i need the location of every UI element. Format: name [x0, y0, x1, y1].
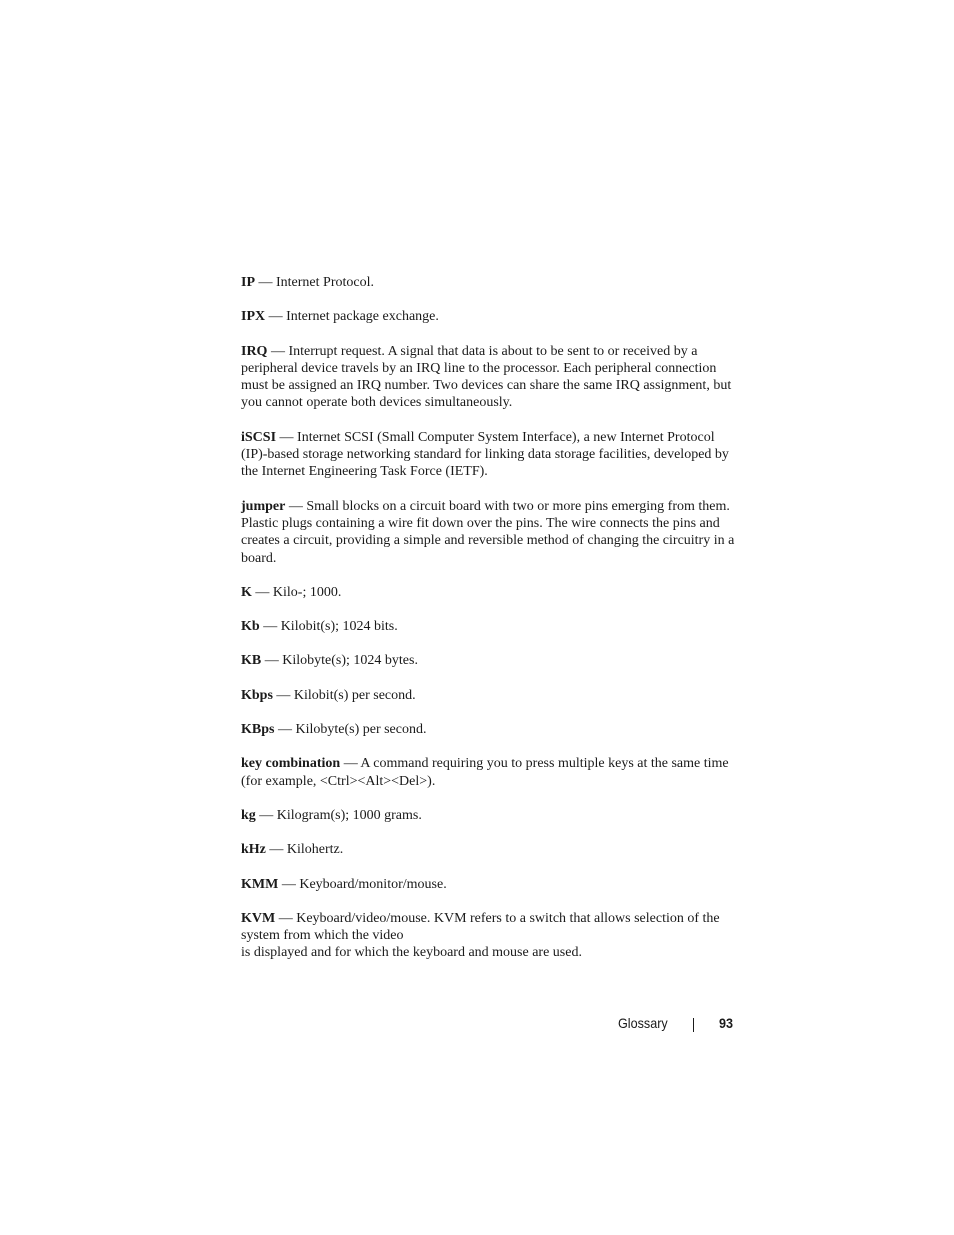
glossary-term: Kbps: [241, 687, 273, 703]
term-separator: —: [255, 807, 277, 823]
glossary-definition: Kilo-; 1000.: [272, 584, 342, 600]
term-separator: —: [261, 653, 283, 669]
term-separator: —: [265, 309, 287, 325]
footer-divider: [693, 1018, 694, 1032]
footer-section-title: Glossary: [618, 1015, 668, 1031]
term-separator: —: [267, 343, 289, 359]
glossary-term: Kb: [241, 619, 260, 635]
glossary-definition: Internet Protocol.: [276, 275, 374, 290]
term-separator: —: [265, 842, 287, 858]
glossary-term: K: [241, 584, 252, 600]
glossary-definition: Kilohertz.: [286, 842, 344, 858]
glossary-definition: Kilobyte(s); 1024 bytes.: [282, 653, 418, 669]
glossary-entry-irq: [241, 343, 737, 412]
glossary-entry-kvm: [241, 910, 737, 962]
term-separator: —: [340, 756, 361, 772]
term-separator: —: [259, 619, 281, 635]
glossary-term: kHz: [241, 842, 266, 858]
glossary-term: IP: [241, 275, 255, 290]
glossary-term: KB: [241, 653, 262, 669]
glossary-definition: Internet SCSI (Small Computer System Interface), a new Internet Protocol (IP)-based storage networking standard for linking data storage facilities, developed by the Internet Engineering Task Force (IETF).: [241, 429, 729, 480]
glossary-entry-key-combination: [241, 755, 737, 790]
glossary-definition: A command requiring you to press multiple keys at the same time (for example, <Ctrl><Alt><Del>).: [241, 756, 729, 789]
glossary-term: KMM: [241, 876, 279, 892]
glossary-definition: Keyboard/video/mouse. KVM refers to a switch that allows selection of the system from which the video: [241, 910, 720, 944]
glossary-entry-ipx: [241, 308, 737, 325]
glossary-term: iSCSI: [241, 429, 277, 445]
term-separator: —: [274, 722, 296, 738]
term-separator: —: [276, 429, 298, 445]
glossary-entry-ip: [241, 274, 737, 291]
glossary-definition: Interrupt request. A signal that data is about to be sent to or received by a peripheral device travels by an IRQ line to the processor. Each peripheral connection must be assigned an IRQ number. Two devices can share the same IRQ assignment, but you cannot operate both devices simultaneously.: [241, 343, 732, 411]
glossary-list: [241, 274, 737, 979]
page-footer: [0, 1015, 954, 1035]
glossary-entry-kg: [241, 807, 737, 824]
glossary-entry-kb-bytes: [241, 652, 737, 669]
term-separator: —: [278, 876, 300, 892]
glossary-definition: Kilobit(s) per second.: [293, 687, 416, 703]
glossary-term: KVM: [241, 910, 276, 926]
term-separator: —: [255, 275, 276, 290]
glossary-entry-kbps-bits: [241, 687, 737, 704]
glossary-definition: Small blocks on a circuit board with two or more pins emerging from them. Plastic plugs containing a wire fit down over the pins. The wire connects the pins and creates a circuit, providing a simple and reversible method of changing the circuitry in a board.: [241, 498, 735, 566]
glossary-definition: Kilogram(s); 1000 grams.: [276, 807, 422, 823]
glossary-entry-jumper: [241, 498, 737, 567]
term-separator: —: [251, 584, 273, 600]
glossary-entry-kmm: [241, 876, 737, 893]
glossary-entry-khz: [241, 841, 737, 858]
glossary-term: IRQ: [241, 343, 268, 359]
term-separator: —: [285, 498, 307, 514]
glossary-term: kg: [241, 807, 256, 823]
glossary-definition: Internet package exchange.: [286, 309, 439, 325]
term-separator: —: [272, 687, 294, 703]
glossary-entry-iscsi: [241, 429, 737, 481]
glossary-entry-k: [241, 584, 737, 601]
glossary-term: KBps: [241, 722, 275, 738]
glossary-definition-continued: is displayed and for which the keyboard and mouse are used.: [241, 945, 582, 961]
glossary-entry-kb-bits: [241, 618, 737, 635]
glossary-definition: Kilobyte(s) per second.: [295, 722, 427, 738]
glossary-definition: Kilobit(s); 1024 bits.: [280, 619, 398, 635]
glossary-term: jumper: [241, 498, 286, 514]
term-separator: —: [275, 910, 297, 926]
glossary-definition: Keyboard/monitor/mouse.: [299, 876, 447, 892]
page-number: 93: [719, 1015, 734, 1031]
glossary-entry-kbps-bytes: [241, 721, 737, 738]
glossary-term: IPX: [241, 309, 266, 325]
glossary-term: key combination: [241, 756, 341, 772]
